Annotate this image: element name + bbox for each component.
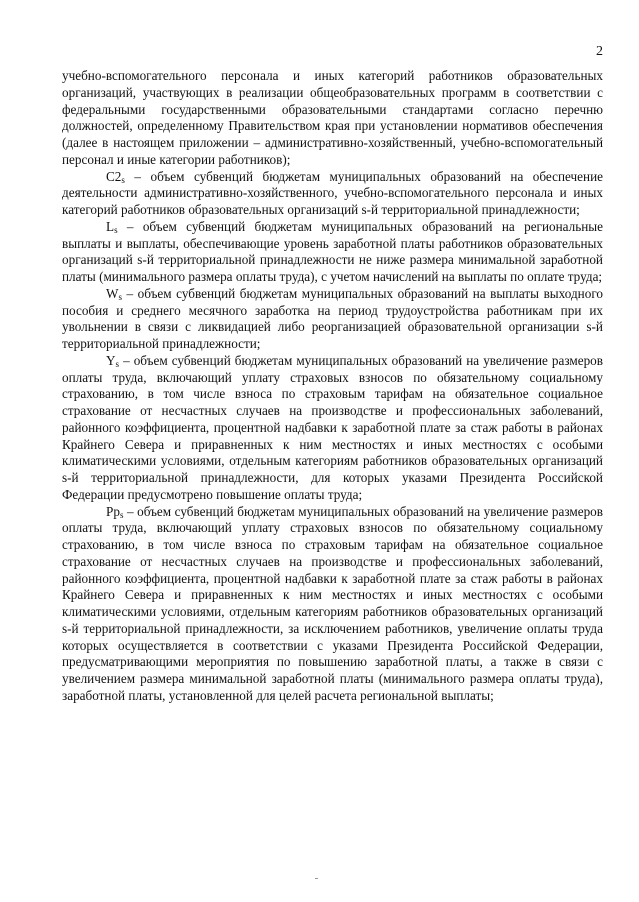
definition-text: – объем субвенций бюджетам муниципальных образований на обеспечение деятельности административно-хозяйственного, учебно-вспомогательного персонала и иных категорий работников образовательных организаций s-й территориальной принадлежности;: [62, 168, 603, 217]
definition-pp: [62, 504, 603, 705]
definition-text: – объем субвенций бюджетам муниципальных образований на увеличение размеров оплаты труда, включающий уплату страховых взносов по обязательному социальному страхованию, в том числе взноса по страховым тарифам на обязательное социальное страхование от несчастных случаев на производстве и профессиональных заболеваний, районного коэффициента, процентной надбавки к заработной плате за стаж работы в районах Крайнего Севера и приравненных к ним местностях и иных местностях с особыми климатическими условиями, отдельным категориям работников образовательных организаций s-й территориальной принадлежности, для которых указами Президента Российской Федерации предусмотрено повышение оплаты труда;: [62, 352, 603, 502]
formula-symbol: C2: [106, 168, 122, 184]
formula-symbol: L: [106, 218, 115, 234]
definition-text: – объем субвенций бюджетам муниципальных образований на увеличение размеров оплаты труда, включающий уплату страховых взносов по обязательному социальному страхованию, в том числе взноса по страховым тарифам на обязательное социальное страхование от несчастных случаев на производстве и профессиональных заболеваний, районного коэффициента, процентной надбавки к заработной плате за стаж работы в районах Крайнего Севера и приравненных к ним местностях и иных местностях с особыми климатическими условиями, отдельным категориям работников образовательных организаций s-й территориальной принадлежности, за исключением работников, увеличение оплаты труда которых осуществляется в соответствии с указами Президента Российской Федерации, предусматривающими мероприятия по повышению заработной платы, а также в связи с увеличением размера минимальной заработной платы (минимального размера оплаты труда), заработной платы, установленной для целей расчета региональной выплаты;: [62, 503, 603, 703]
formula-symbol: Y: [106, 352, 116, 368]
formula-symbol: W: [106, 285, 119, 301]
intro-paragraph: учебно-вспомогательного персонала и иных категорий работников образовательных организаций, участвующих в реализации общеобразовательных программ в соответствии с федеральными государственными образовательными стандартами согласно перечню должностей, определенному Правительством края при установлении нормативов обеспечения (далее в настоящем приложении – административно-хозяйственный, учебно-вспомогательный персонал и иные категории работников);: [62, 68, 603, 167]
definition-w: [62, 286, 603, 353]
formula-subscript: s: [115, 358, 120, 369]
scan-speck: [315, 878, 318, 879]
formula-subscript: s: [114, 224, 118, 235]
definition-y: [62, 353, 603, 504]
document-body: [62, 68, 603, 705]
formula-subscript: s: [121, 174, 125, 185]
definition-c2: [62, 169, 603, 219]
formula-subscript: s: [118, 291, 122, 302]
definition-text: – объем субвенций бюджетам муниципальных образований на выплаты выходного пособия и среднего месячного заработка на период трудоустройства работникам при их увольнении в связи с ликвидацией либо реорганизацией образовательной организации s-й территориальной принадлежности;: [62, 285, 603, 351]
definition-l: [62, 219, 603, 286]
formula-symbol: Pp: [106, 503, 120, 519]
formula-subscript: s: [119, 509, 124, 520]
definition-text: – объем субвенций бюджетам муниципальных образований на региональные выплаты и выплаты, обеспечивающие уровень заработной платы работников образовательных организаций s-й территориальной принадлежности не ниже размера минимальной заработной платы (минимального размера оплаты труда), с учетом начислений на выплаты по оплате труда;: [62, 218, 603, 284]
page-number: 2: [596, 44, 603, 59]
